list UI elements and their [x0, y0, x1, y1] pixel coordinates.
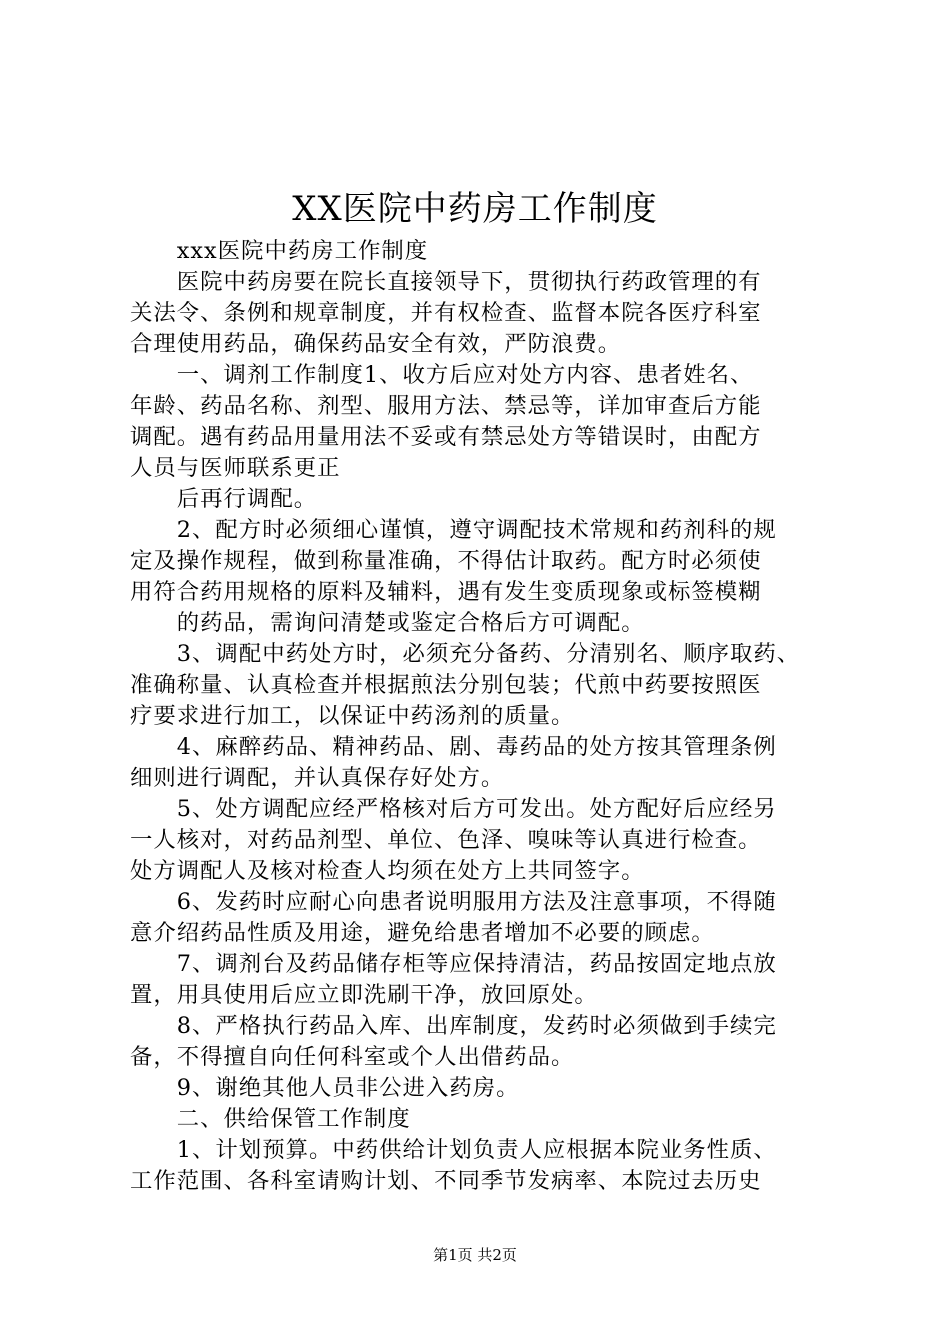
- text-line: 4、麻醉药品、精神药品、剧、毒药品的处方按其管理条例: [130, 734, 777, 760]
- text-line: 6、发药时应耐心向患者说明服用方法及注意事项，不得随: [130, 889, 777, 915]
- text-line: 7、调剂台及药品储存柜等应保持清洁，药品按固定地点放: [130, 951, 777, 977]
- text-line: 一人核对，对药品剂型、单位、色泽、嗅味等认真进行检查。: [130, 827, 762, 853]
- text-line: 关法令、条例和规章制度，并有权检查、监督本院各医疗科室: [130, 300, 762, 326]
- page-title: XX医院中药房工作制度: [292, 189, 658, 229]
- text-line: 2、配方时必须细心谨慎，遵守调配技术常规和药剂科的规: [130, 517, 777, 543]
- text-line: 3、调配中药处方时，必须充分备药、分清别名、顺序取药、: [130, 641, 801, 667]
- text-line: 8、严格执行药品入库、出库制度，发药时必须做到手续完: [130, 1013, 777, 1039]
- text-line: 置，用具使用后应立即洗刷干净，放回原处。: [130, 982, 598, 1008]
- text-line: 后再行调配。: [130, 486, 318, 512]
- text-line: 人员与医师联系更正: [130, 455, 341, 481]
- text-line: xxx医院中药房工作制度: [130, 238, 429, 264]
- text-line: 备，不得擅自向任何科室或个人出借药品。: [130, 1044, 575, 1070]
- document-body: [130, 236, 835, 1197]
- text-line: 5、处方调配应经严格核对后方可发出。处方配好后应经另: [130, 796, 777, 822]
- text-line: 用符合药用规格的原料及辅料，遇有发生变质现象或标签模糊: [130, 579, 762, 605]
- text-line: 医院中药房要在院长直接领导下，贯彻执行药政管理的有: [130, 269, 762, 295]
- text-line: 意介绍药品性质及用途，避免给患者增加不必要的顾虑。: [130, 920, 715, 946]
- page-number-footer: 第1页 共2页: [433, 1246, 517, 1264]
- text-line: 合理使用药品，确保药品安全有效，严防浪费。: [130, 331, 622, 357]
- text-line: 工作范围、各科室请购计划、不同季节发病率、本院过去历史: [130, 1168, 762, 1194]
- text-line: 1、计划预算。中药供给计划负责人应根据本院业务性质、: [130, 1137, 777, 1163]
- text-line: 9、谢绝其他人员非公进入药房。: [130, 1075, 520, 1101]
- text-line: 年龄、药品名称、剂型、服用方法、禁忌等，详加审查后方能: [130, 393, 762, 419]
- text-line: 处方调配人及核对检查人均须在处方上共同签字。: [130, 858, 645, 884]
- text-line: 调配。遇有药品用量用法不妥或有禁忌处方等错误时，由配方: [130, 424, 762, 450]
- text-line: 准确称量、认真检查并根据煎法分别包装；代煎中药要按照医: [130, 672, 762, 698]
- text-line: 一、调剂工作制度1、收方后应对处方内容、患者姓名、: [130, 362, 754, 388]
- text-line: 细则进行调配，并认真保存好处方。: [130, 765, 505, 791]
- text-line: 二、供给保管工作制度: [130, 1106, 411, 1132]
- text-line: 疗要求进行加工，以保证中药汤剂的质量。: [130, 703, 575, 729]
- text-line: 的药品，需询问清楚或鉴定合格后方可调配。: [130, 610, 645, 636]
- text-line: 定及操作规程，做到称量准确，不得估计取药。配方时必须使: [130, 548, 762, 574]
